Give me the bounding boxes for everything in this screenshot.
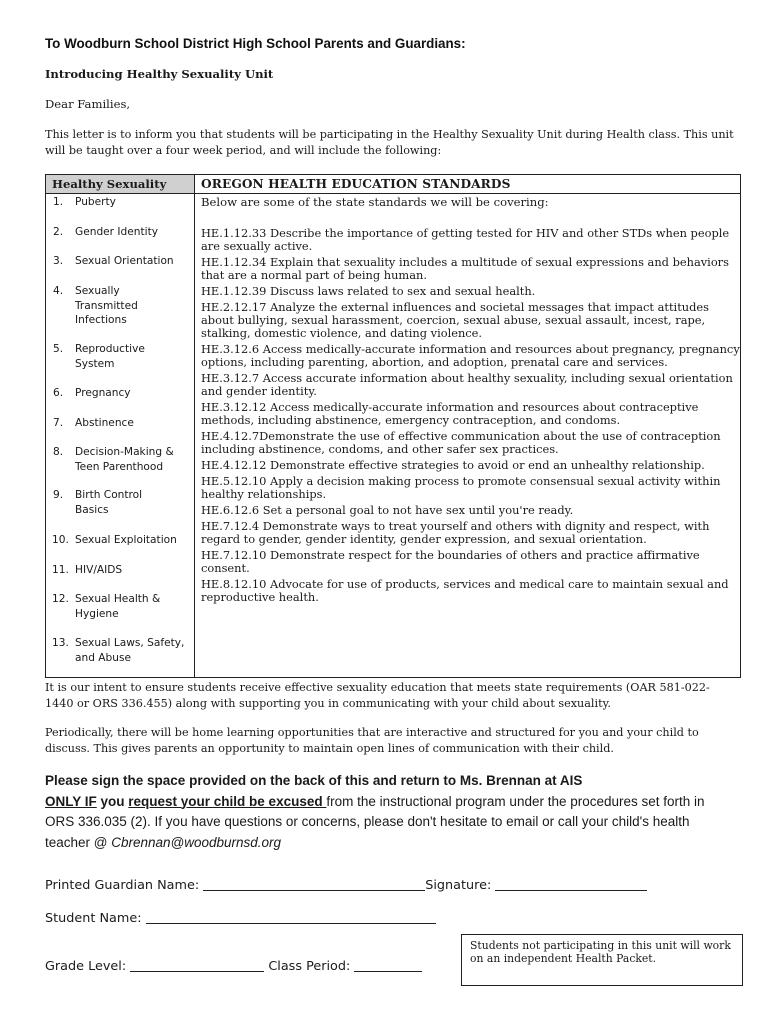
topic-number: 3.: [53, 255, 64, 267]
guardian-name-row: [45, 876, 647, 893]
guardian-name-label: Printed Guardian Name:: [45, 878, 200, 893]
procedures-text: from the instructional program under the procedures set forth in ORS 336.035 (2). If you have questions or concerns, please don't hesitate to email or call your child's health teacher @: [45, 793, 705, 850]
standard-item: HE.4.12.12 Demonstrate effective strategies to avoid or end an unhealthy relationship.: [201, 458, 705, 472]
only-if-text: ONLY IF: [45, 793, 97, 809]
alternative-assignment-note: Students not participating in this unit will work on an independent Health Packet.: [461, 934, 743, 986]
topic-label: Puberty: [75, 196, 116, 208]
student-name-label: Student Name:: [45, 911, 142, 926]
standards-header: OREGON HEALTH EDUCATION STANDARDS: [195, 175, 740, 194]
standard-item: HE.1.12.39 Discuss laws related to sex and sexual health.: [201, 284, 536, 298]
topics-column: [46, 175, 195, 677]
standard-item: HE.3.12.6 Access medically-accurate information and resources about pregnancy, pregnancy options, including parenting, abortion, and adoption, prenatal care and services.: [201, 342, 740, 369]
standard-item: HE.6.12.6 Set a personal goal to not have sex until you're ready.: [201, 503, 574, 517]
student-name-row: [45, 909, 436, 926]
topic-number: 7.: [53, 417, 64, 429]
standard-item: HE.4.12.7Demonstrate the use of effective communication about the use of contraception including abstinence, condoms, and other safer sex practices.: [201, 429, 721, 456]
return-instructions-bold: Please sign the space provided on the back of this and return to Ms. Brennan at AIS: [45, 773, 583, 788]
topics-header: Healthy Sexuality: [46, 175, 194, 194]
standards-intro: Below are some of the state standards we will be covering:: [201, 195, 549, 209]
topic-label: Sexual Exploitation: [75, 534, 177, 546]
teacher-email[interactable]: Cbrennan@woodburnsd.org: [111, 834, 282, 850]
standard-item: HE.3.12.12 Access medically-accurate information and resources about contraceptive methods, including abstinence, emergency contraception, and condoms.: [201, 400, 699, 427]
guardian-name-field[interactable]: [203, 876, 425, 891]
topic-label: Pregnancy: [75, 387, 131, 399]
grade-level-field[interactable]: [130, 957, 264, 972]
class-period-label: Class Period:: [268, 959, 351, 974]
standard-item: HE.5.12.10 Apply a decision making process to promote consensual sexual activity within healthy relationships.: [201, 474, 721, 501]
topic-label: Sexual Laws, Safety, and Abuse: [75, 637, 185, 664]
topic-label: Birth Control Basics: [75, 489, 143, 516]
standards-table: [45, 174, 741, 678]
topic-number: 11.: [52, 564, 69, 576]
intent-paragraph: It is our intent to ensure students receive effective sexuality education that meets state requirements (OAR 581-022-1440 or ORS 336.455) along with supporting you in communicating with your child about sexuality.: [45, 681, 710, 710]
standard-item: HE.7.12.10 Demonstrate respect for the boundaries of others and practice affirmative consent.: [201, 548, 700, 575]
topic-number: 6.: [53, 387, 64, 399]
topic-number: 5.: [53, 343, 64, 355]
you-text: you: [96, 793, 129, 809]
topic-label: Gender Identity: [75, 226, 159, 238]
salutation: Dear Families,: [45, 97, 131, 111]
topic-label: Sexual Orientation: [75, 255, 174, 267]
standard-item: HE.1.12.33 Describe the importance of getting tested for HIV and other STDs when people are sexually active.: [201, 226, 730, 253]
request-excused-text: request your child be excused: [128, 793, 327, 809]
topic-label: HIV/AIDS: [75, 564, 123, 576]
standard-item: HE.2.12.17 Analyze the external influences and societal messages that impact attitudes about bullying, sexual harassment, coercion, sexual abuse, sexual assault, incest, rape, stalking, domestic violence, and dating violence.: [201, 300, 709, 340]
letter-header: To Woodburn School District High School Parents and Guardians:: [45, 36, 466, 51]
standard-item: HE.8.12.10 Advocate for use of products, services and medical care to maintain sexual and reproductive health.: [201, 577, 729, 604]
intro-paragraph: This letter is to inform you that students will be participating in the Healthy Sexuality Unit during Health class. This unit will be taught over a four week period, and will include the following:: [45, 128, 734, 157]
signature-field[interactable]: [495, 876, 647, 891]
topic-number: 8.: [53, 446, 64, 458]
topic-label: Sexual Health & Hygiene: [75, 593, 161, 620]
standard-item: HE.1.12.34 Explain that sexuality includes a multitude of sexual expressions and behaviors that are a normal part of being human.: [201, 255, 729, 282]
topic-number: 2.: [53, 226, 64, 238]
topic-number: 1.: [53, 196, 64, 208]
standards-column: [195, 175, 740, 677]
topic-number: 10.: [52, 534, 69, 546]
letter-subtitle: Introducing Healthy Sexuality Unit: [45, 67, 274, 81]
topic-number: 12.: [52, 593, 69, 605]
return-instructions: [45, 771, 735, 853]
grade-level-label: Grade Level:: [45, 959, 127, 974]
topic-label: Sexually Transmitted Infections: [75, 285, 138, 326]
topic-label: Reproductive System: [75, 343, 145, 370]
class-period-field[interactable]: [354, 957, 422, 972]
topic-label: Decision-Making & Teen Parenthood: [75, 446, 174, 473]
standard-item: HE.3.12.7 Access accurate information about healthy sexuality, including sexual orientation and gender identity.: [201, 371, 733, 398]
topic-label: Abstinence: [75, 417, 134, 429]
grade-period-row: [45, 957, 422, 974]
topic-number: 13.: [52, 637, 69, 649]
student-name-field[interactable]: [146, 909, 436, 924]
standard-item: HE.7.12.4 Demonstrate ways to treat yourself and others with dignity and respect, with regard to gender, gender identity, gender expression, and sexual orientation.: [201, 519, 710, 546]
standards-list: [201, 227, 741, 607]
topic-number: 9.: [53, 489, 64, 501]
signature-label: Signature:: [425, 878, 492, 893]
topic-number: 4.: [53, 285, 64, 297]
home-learning-paragraph: Periodically, there will be home learning opportunities that are interactive and structured for you and your child to discuss. This gives parents an opportunity to maintain open lines of communication with their child.: [45, 726, 699, 755]
